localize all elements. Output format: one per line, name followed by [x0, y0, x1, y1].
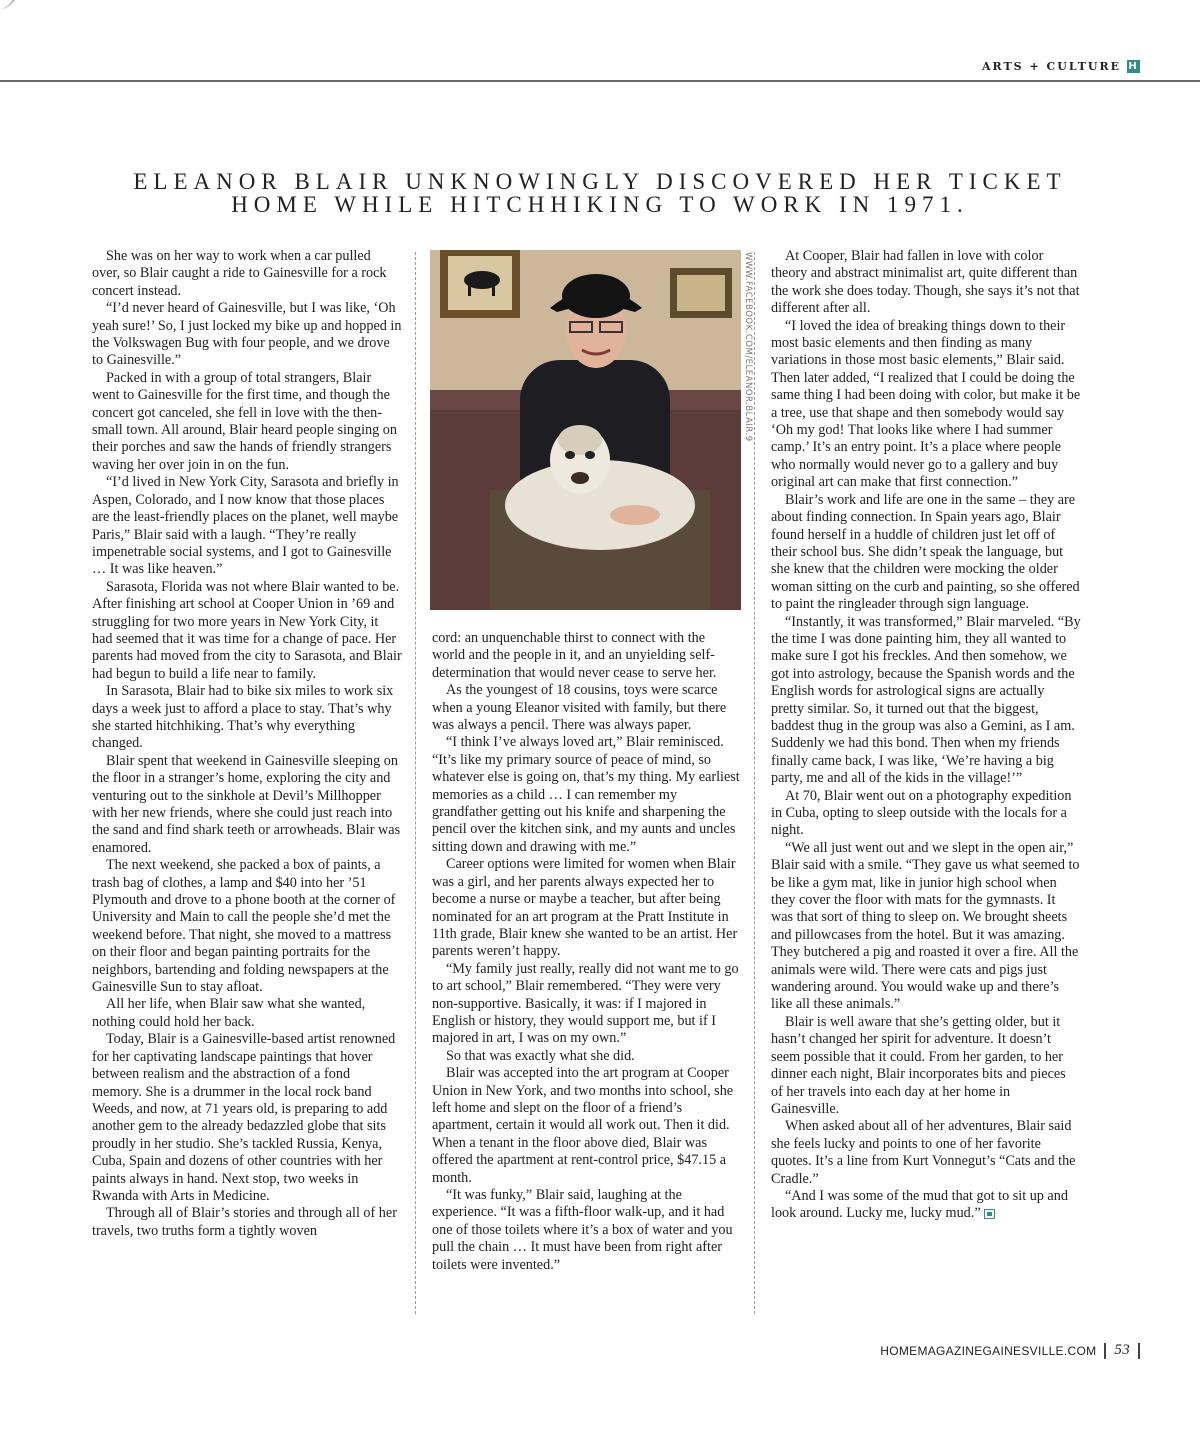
paragraph: The next weekend, she packed a box of paints, a trash bag of clothes, a lamp and $40 into her ’51 Plymouth and drove to a phone booth at the corner of University and Main to call the people she’d met the weekend before. That night, she moved to a mattress on their floor and began painting portraits for the neighbors, bartending and folding newspapers at the Gainesville Sun to stay afloat.: [92, 857, 396, 996]
article-column-2: [432, 630, 740, 1274]
pull-quote-headline: [100, 170, 1100, 216]
paragraph: Today, Blair is a Gainesville-based artist renowned for her captivating landscape paintings that hover between realism and the abstraction of a fond memory. She is a drummer in the local rock band Weeds, and now, at 71 years old, is preparing to add another gem to the already bedazzled globe that sits proudly in her studio. She’s tackled Russia, Kenya, Cuba, Spain and dozens of other countries with her paints always in hand. Next stop, two weeks in Rwanda with Arts in Medicine.: [92, 1031, 396, 1204]
paragraph: At Cooper, Blair had fallen in love with color theory and abstract minimalist art, quite different than the work she does today. Though, she says it’s not that different after all.: [771, 248, 1080, 317]
column-divider: [415, 252, 416, 1314]
paragraph: In Sarasota, Blair had to bike six miles to work six days a week just to afford a place to stay. That’s why she started hitchhiking. That’s why everything changed.: [92, 683, 394, 752]
paragraph: Blair is well aware that she’s getting older, but it hasn’t changed her spirit for adventure. It doesn’t seem possible that it could. From her garden, to her dinner each night, Blair incorporates bits and pieces of her travels into each day at her home in Gainesville.: [771, 1013, 1066, 1117]
page-corner-decoration: [0, 0, 18, 10]
paragraph: “It was funky,” Blair said, laughing at the experience. “It was a fifth-floor walk-up, and it had one of those toilets where it’s a box of water and you pull the chain … It must have been from right after toilets were invented.”: [432, 1187, 733, 1273]
paragraph: Sarasota, Florida was not where Blair wanted to be. After finishing art school at Cooper Union in ’69 and struggling for two more years in New York City, it had seemed that it was time for a change of pace. Her parents had moved from the city to Sarasota, and Blair had begun to build a life near to family.: [92, 578, 402, 682]
paragraph: [771, 1188, 1081, 1223]
portrait-illustration: [430, 250, 741, 610]
footer-divider: [1104, 1343, 1106, 1359]
paragraph: cord: an unquenchable thirst to connect with the world and the people in it, and an unyielding self-determination that would never cease to serve her.: [432, 630, 717, 681]
home-magazine-logo-icon: H: [1128, 61, 1139, 72]
closing-quote: “And I was some of the mud that got to sit up and look around. Lucky me, lucky mud.”: [771, 1187, 1068, 1222]
article-column-3: [771, 248, 1081, 1223]
paragraph: “I’d lived in New York City, Sarasota and briefly in Aspen, Colorado, and I now know that those places are the least-friendly places on the planet, well maybe Paris,” Blair said with a laugh. “They’re really impenetrable social systems, and I got to Gainesville … It was like heaven.”: [92, 474, 399, 578]
column-divider: [754, 252, 755, 1314]
paragraph: “I loved the idea of breaking things down to their most basic elements and then finding as many variations in those most basic elements,” Blair said. Then later added, “I realized that I could be doing the same thing I had been doing with color, but make it be a tree, use that shape and then somebody would say ‘Oh my god! That looks like where I had summer camp.’ It’s an entry point. It’s a place where people who normally would never go to a gallery and buy original art can make that first connection.”: [771, 317, 1081, 491]
paragraph: All her life, when Blair saw what she wanted, nothing could hold her back.: [92, 996, 366, 1030]
section-label: ARTS + CULTURE: [982, 60, 1121, 73]
paragraph: Career options were limited for women when Blair was a girl, and her parents always expected her to become a nurse or maybe a teacher, but after being nominated for an art program at the Pratt Institute in 11th grade, Blair knew she wanted to be an artist. Her parents weren’t happy.: [432, 856, 738, 960]
paragraph: “I’d never heard of Gainesville, but I was like, ‘Oh yeah sure!’ So, I just locked my bike up and hopped in the Volkswagen Bug with four people, and we drove to Gainesville.”: [92, 300, 402, 369]
paragraph: Through all of Blair’s stories and through all of her travels, two truths form a tightly woven: [92, 1205, 397, 1239]
paragraph: So that was exactly what she did.: [446, 1047, 635, 1064]
page-footer: [880, 1342, 1140, 1359]
paragraph: At 70, Blair went out on a photography expedition in Cuba, opting to sleep outside with the locals for a night.: [771, 787, 1072, 839]
paragraph: Blair spent that weekend in Gainesville sleeping on the floor in a stranger’s home, exploring the city and venturing out to the sinkhole at Devil’s Millhopper with her new friends, where she could just reach into the sand and find shark teeth or arrowheads. Blair was enamored.: [92, 752, 401, 856]
paragraph: When asked about all of her adventures, Blair said she feels lucky and points to one of her favorite quotes. It’s a line from Kurt Vonnegut’s “Cats and the Cradle.”: [771, 1118, 1076, 1187]
photo-credit-text: WWW.FACEBOOK.COM/ELEANOR.BLAIR.9: [743, 252, 753, 442]
header-rule: [0, 80, 1200, 82]
portrait-photo: [430, 250, 741, 610]
paragraph: “Instantly, it was transformed,” Blair marveled. “By the time I was done painting him, they all wanted to make sure I got his freckles. And then somehow, we got into astrology, because the Spanish words and the English words for astrological signs are actually pretty similar. So, it turned out that the biggest, baddest thug in the group was also a Gemini, as I am. Suddenly we had this bond. Then when my friends finally came back, I was like, ‘We’re having a big party, me and all of the kids in the village!’”: [771, 613, 1081, 787]
paragraph: “My family just really, really did not want me to go to art school,” Blair remembered. “They were very non-supportive. Basically, it was: if I majored in English or history, they would support me, but if I majored in art, I was on my own.”: [432, 960, 739, 1047]
footer-url: HOMEMAGAZINEGAINESVILLE.COM: [880, 1343, 1097, 1358]
headline-line-2: HOME WHILE HITCHHIKING TO WORK IN 1971.: [231, 192, 969, 217]
section-header: [982, 60, 1140, 73]
paragraph: As the youngest of 18 cousins, toys were scarce when a young Eleanor visited with family, but there was always a pencil. There was always paper.: [432, 682, 727, 734]
page-number: 53: [1114, 1342, 1130, 1358]
footer-divider: [1138, 1343, 1140, 1359]
paragraph: Blair was accepted into the art program at Cooper Union in New York, and two months into school, she left home and slept on the floor of a friend’s apartment, certain it would all work out. Then it did. When a tenant in the floor above died, Blair was offered the apartment at rent-control price, $47.15 a month.: [432, 1065, 734, 1186]
paragraph: “We all just went out and we slept in the open air,” Blair said with a smile. “They gave us what seemed to be like a gym mat, like in junior high school when they cover the floor with mats for the gymnasts. It was that sort of thing to sleep on. We brought sheets and pillowcases from the hotel. But it was amazing. They butchered a pig and roasted it over a fire. All the animals were wild. There were cats and pigs just wandering around. You would wake up and there’s like all these animals.”: [771, 839, 1080, 1013]
photo-credit: [742, 252, 754, 442]
paragraph: Blair’s work and life are one in the same – they are about finding connection. In Spain years ago, Blair found herself in a huddle of children just let off of their school bus. She didn’t speak the language, but she knew that the children were mocking the older woman sitting on the curb and painting, so she offered to paint the ringleader through sign language.: [771, 491, 1080, 613]
paragraph: “I think I’ve always loved art,” Blair reminisced. “It’s like my primary source of peace of mind, so whatever else is going on, that’s my thing. My earliest memories as a child … I can remember my grandfather getting out his knife and sharpening the pencil over the kitchen sink, and my aunts and uncles sitting down and drawing with me.”: [432, 734, 740, 855]
article-column-1: [92, 248, 402, 1240]
headline-line-1: ELEANOR BLAIR UNKNOWINGLY DISCOVERED HER TICKET: [133, 169, 1067, 194]
paragraph: Packed in with a group of total strangers, Blair went to Gainesville for the first time, and though the concert got canceled, she fell in love with the then-small town. All around, Blair heard people singing on their porches and saw the hands of friendly strangers waving her over join in on the fun.: [92, 369, 397, 473]
paragraph: She was on her way to work when a car pulled over, so Blair caught a ride to Gainesville for a rock concert instead.: [92, 248, 387, 299]
end-of-article-icon: [984, 1209, 995, 1219]
